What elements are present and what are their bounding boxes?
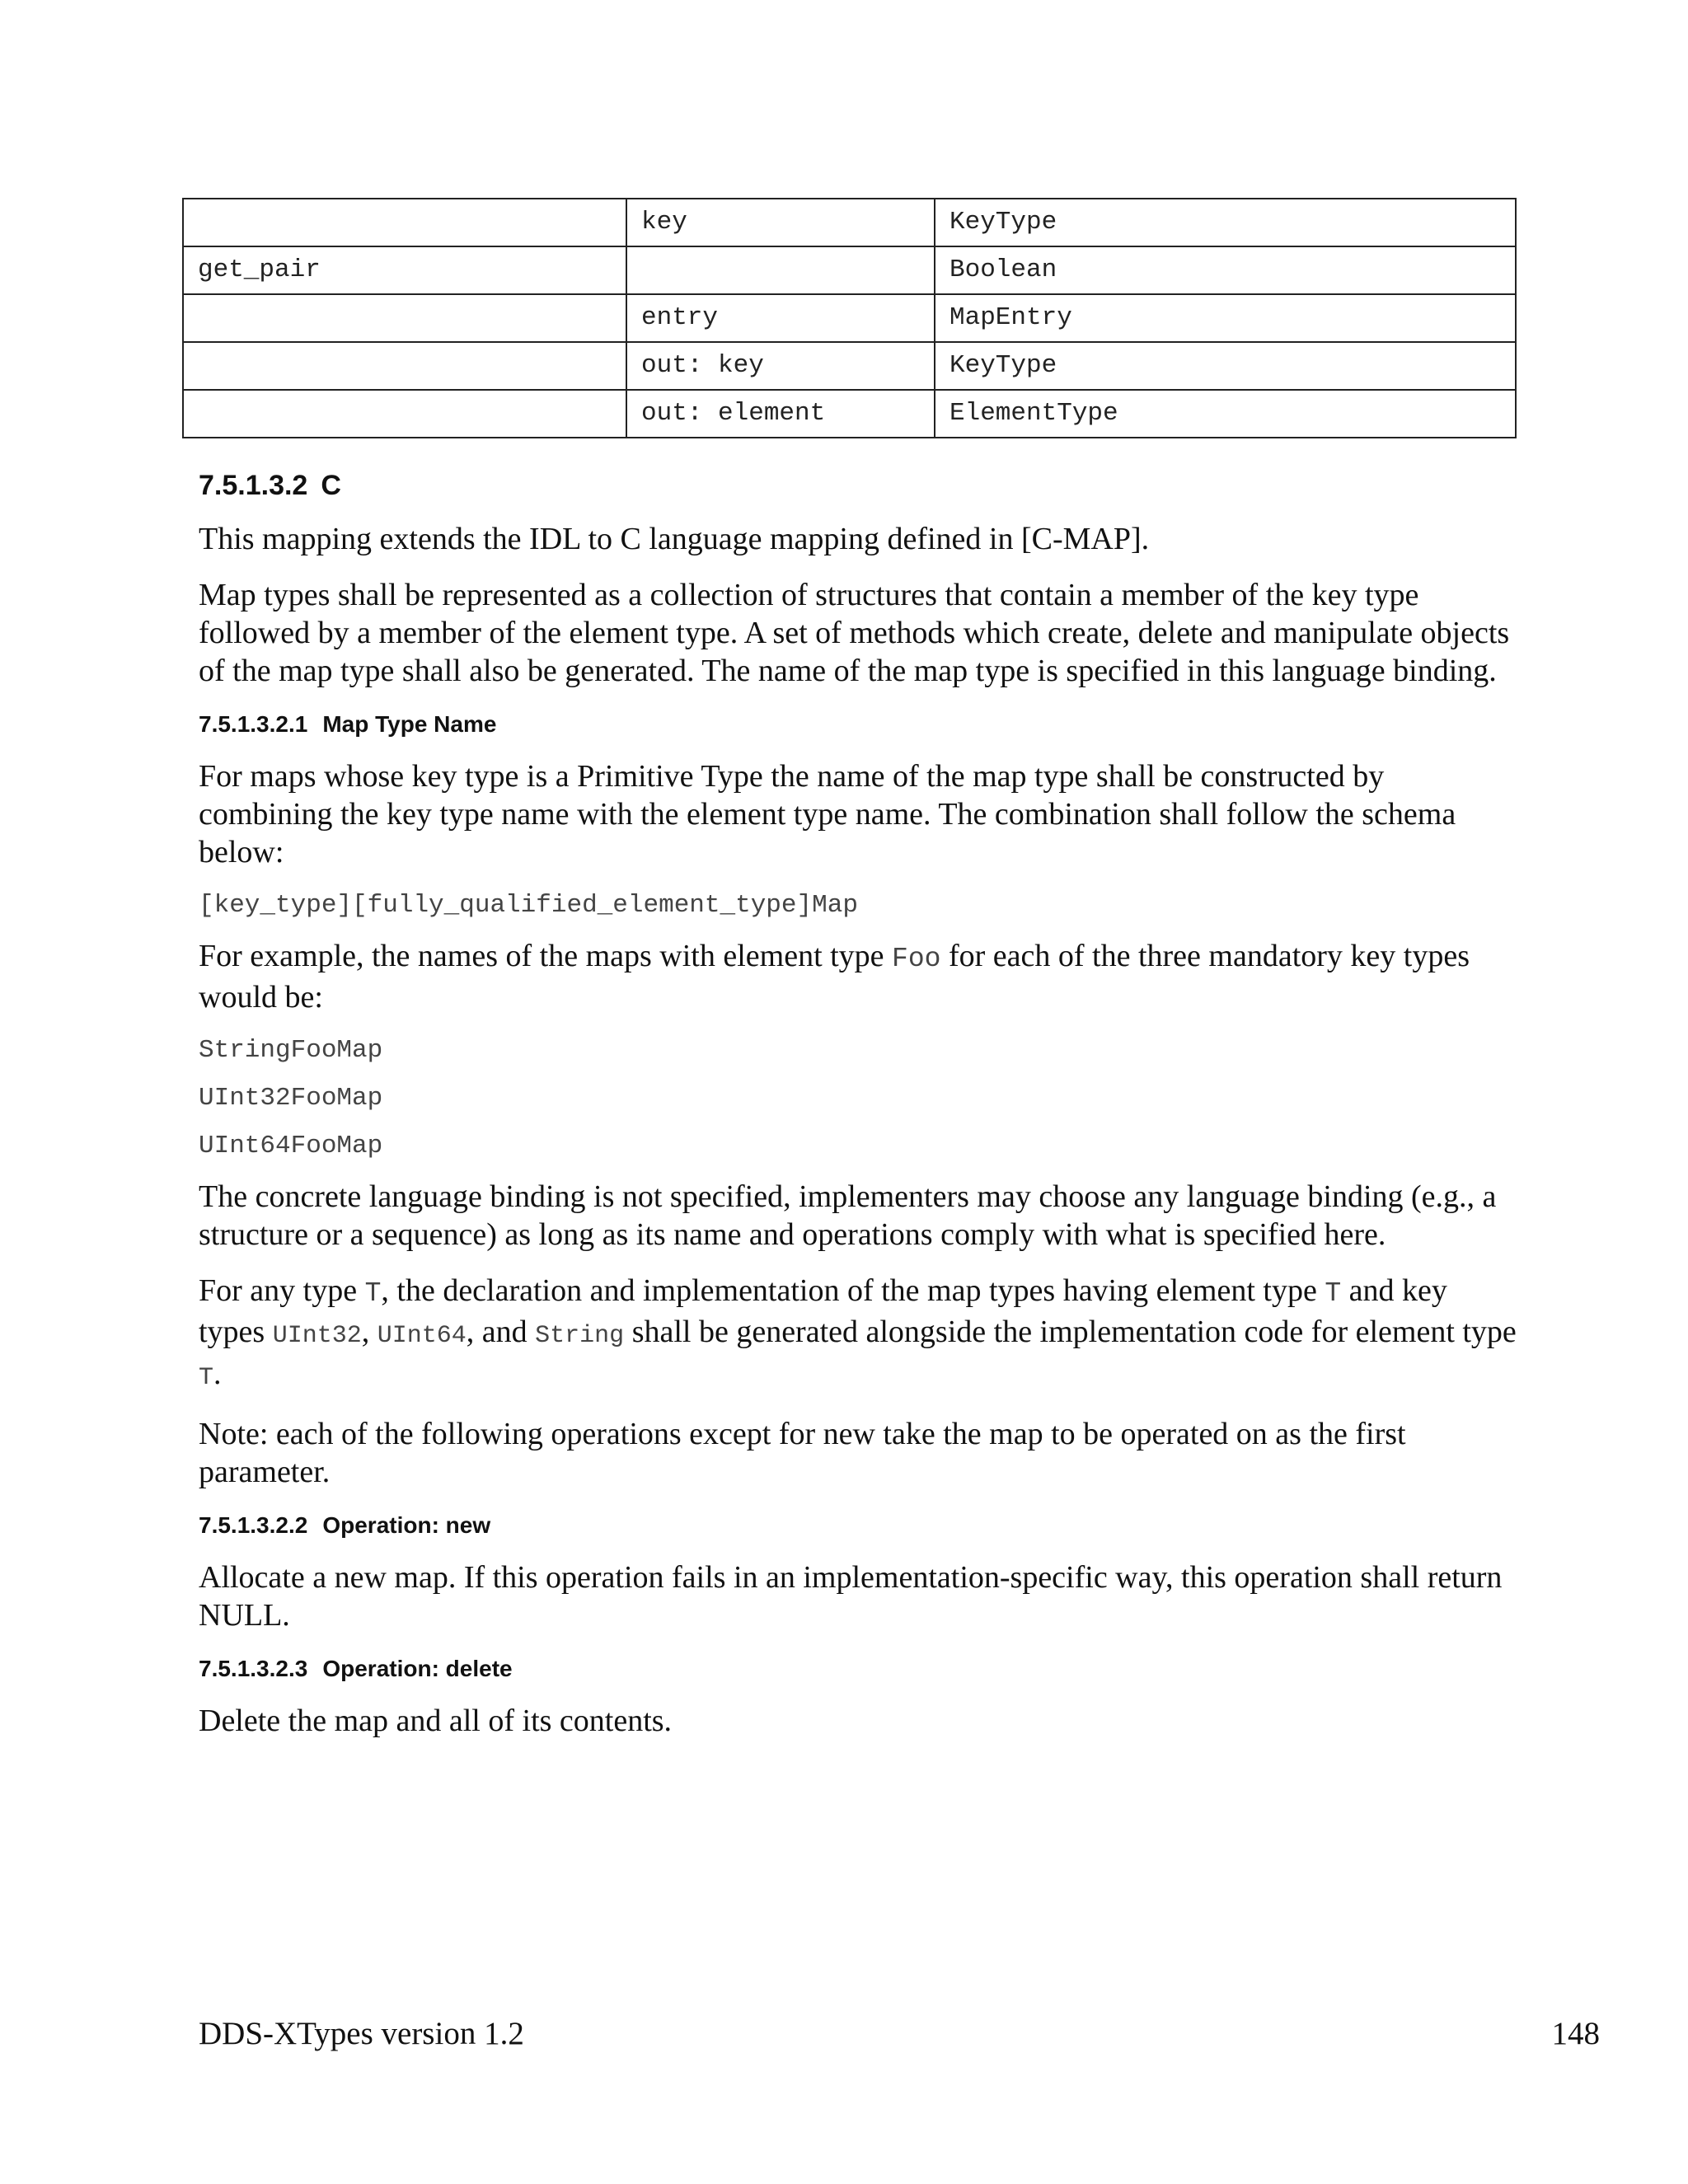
table-cell-type: MapEntry	[935, 294, 1516, 342]
subsection-heading	[199, 711, 1517, 738]
text-run: ,	[361, 1315, 377, 1349]
page-number: 148	[1551, 2016, 1600, 2051]
subsection-title: Map Type Name	[322, 711, 497, 737]
subsection-title: Operation: delete	[322, 1656, 513, 1681]
paragraph	[199, 1272, 1517, 1397]
table-row	[183, 342, 1516, 390]
text-run: , and	[466, 1315, 536, 1349]
subsection-heading	[199, 1512, 1517, 1539]
table-cell-operation	[183, 294, 626, 342]
code-example: StringFooMap	[199, 1036, 383, 1065]
table-cell-operation	[183, 199, 626, 246]
table-cell-operation	[183, 390, 626, 438]
inline-code: T	[1325, 1278, 1342, 1309]
subsection-number: 7.5.1.3.2.2	[199, 1512, 308, 1538]
table-cell-type: Boolean	[935, 246, 1516, 294]
section-heading	[199, 470, 1517, 502]
table-row	[183, 199, 1516, 246]
inline-code: Foo	[892, 944, 941, 974]
inline-code: UInt32	[272, 1322, 362, 1350]
inline-code: UInt64	[377, 1322, 467, 1350]
subsection-title: Operation: new	[322, 1512, 491, 1538]
paragraph: Map types shall be represented as a collection of structures that contain a member of the key type followed by a member of the element type. A set of methods which create, delete and manipulate objects of the map type shall also be generated. The name of the map type is specified in this language binding.	[199, 578, 1510, 688]
table-cell-operation	[183, 342, 626, 390]
table-cell-parameter: key	[626, 199, 935, 246]
section-number: 7.5.1.3.2	[199, 470, 308, 501]
text-run: For any type	[199, 1273, 365, 1308]
text-run: For example, the names of the maps with element type	[199, 939, 893, 973]
subsection-heading	[199, 1656, 1517, 1682]
table-cell-type: KeyType	[935, 342, 1516, 390]
paragraph: Note: each of the following operations except for new take the map to be operated on as the first parameter.	[199, 1417, 1406, 1489]
table-row	[183, 246, 1516, 294]
operations-table	[182, 198, 1517, 438]
paragraph: The concrete language binding is not specified, implementers may choose any language binding (e.g., a structure or a sequence) as long as its name and operations comply with what is specified here.	[199, 1179, 1497, 1252]
inline-code: T	[199, 1364, 214, 1392]
footer-document-title: DDS-XTypes version 1.2	[199, 2016, 524, 2051]
table-cell-parameter: out: element	[626, 390, 935, 438]
paragraph: Allocate a new map. If this operation fails in an implementation-specific way, this operation shall return NULL.	[199, 1560, 1503, 1633]
subsection-number: 7.5.1.3.2.1	[199, 711, 308, 737]
section-title: C	[321, 470, 341, 501]
table-cell-type: ElementType	[935, 390, 1516, 438]
code-schema: [key_type][fully_qualified_element_type]Map	[199, 891, 858, 920]
table-cell-type: KeyType	[935, 199, 1516, 246]
paragraph: For maps whose key type is a Primitive Type the name of the map type shall be constructed by combining the key type name with the element type name. The combination shall follow the schema below:	[199, 759, 1456, 869]
inline-code: String	[535, 1322, 625, 1350]
text-run: , the declaration and implementation of the map types having element type	[381, 1273, 1325, 1308]
text-run: for each of the three mandatory key types would be:	[199, 939, 1470, 1015]
main-content	[199, 470, 1517, 1758]
paragraph	[199, 937, 1517, 1016]
code-example: UInt64FooMap	[199, 1132, 383, 1160]
code-example: UInt32FooMap	[199, 1084, 383, 1113]
table-cell-parameter: out: key	[626, 342, 935, 390]
table-cell-operation: get_pair	[183, 246, 626, 294]
text-run: .	[213, 1357, 222, 1391]
inline-code: T	[364, 1278, 382, 1309]
paragraph: Delete the map and all of its contents.	[199, 1704, 673, 1738]
table-cell-parameter	[626, 246, 935, 294]
table-row	[183, 294, 1516, 342]
text-run: shall be generated alongside the implementation code for element type	[624, 1315, 1517, 1349]
paragraph: This mapping extends the IDL to C language mapping defined in [C-MAP].	[199, 522, 1150, 556]
table-cell-parameter: entry	[626, 294, 935, 342]
table-row	[183, 390, 1516, 438]
text-run: and key types	[199, 1273, 1447, 1349]
subsection-number: 7.5.1.3.2.3	[199, 1656, 308, 1681]
